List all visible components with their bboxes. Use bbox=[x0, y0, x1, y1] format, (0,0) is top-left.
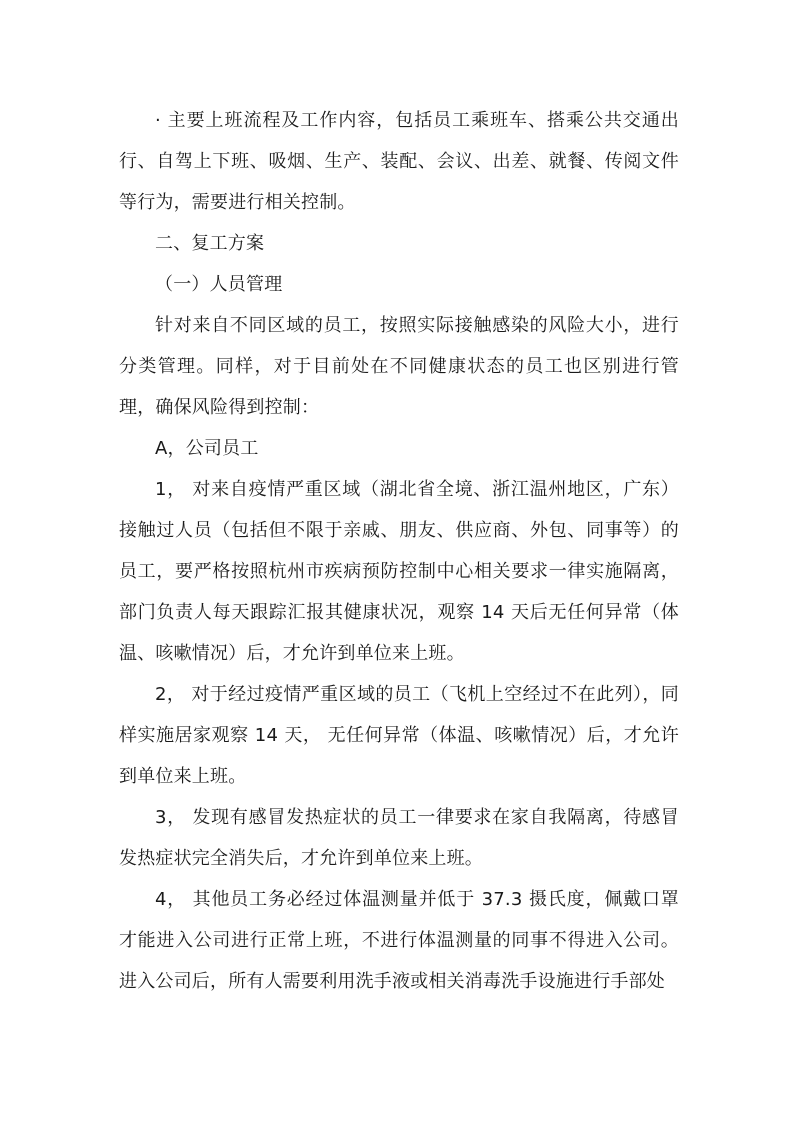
list-item-3: 3， 发现有感冒发热症状的员工一律要求在家自我隔离，待感冒发热症状完全消失后，才允许到单位来上班。 bbox=[119, 807, 679, 869]
paragraph-personnel-intro: 针对来自不同区域的员工，按照实际接触感染的风险大小，进行分类管理。同样，对于目前处在不同健康状态的员工也区别进行管理，确保风险得到控制： bbox=[119, 315, 679, 418]
list-item-4: 4， 其他员工务必经过体温测量并低于 37.3 摄氏度，佩戴口罩才能进入公司进行正常上班，不进行体温测量的同事不得进入公司。进入公司后，所有人需要利用洗手液或相关消毒洗手设施进行手部处 bbox=[119, 889, 679, 992]
list-item-1: 1， 对来自疫情严重区域（湖北省全境、浙江温州地区，广东）接触过人员（包括但不限于亲戚、朋友、供应商、外包、同事等）的员工，要严格按照杭州市疾病预防控制中心相关要求一律实施隔离，部门负责人每天跟踪汇报其健康状况，观察 14 天后无任何异常（体温、咳嗽情况）后，才允许到单位来上班。 bbox=[119, 479, 679, 664]
paragraph-workflow-scope: · 主要上班流程及工作内容，包括员工乘班车、搭乘公共交通出行、自驾上下班、吸烟、生产、装配、会议、出差、就餐、传阅文件等行为，需要进行相关控制。 bbox=[119, 110, 679, 213]
list-item-2: 2， 对于经过疫情严重区域的员工（飞机上空经过不在此列），同样实施居家观察 14 天， 无任何异常（体温、咳嗽情况）后，才允许到单位来上班。 bbox=[119, 684, 679, 787]
item-heading-company-staff: A，公司员工 bbox=[155, 438, 259, 459]
document-body bbox=[119, 100, 679, 1002]
section-heading-return-plan: 二、复工方案 bbox=[155, 233, 265, 254]
subsection-heading-personnel: （一）人员管理 bbox=[155, 274, 283, 295]
